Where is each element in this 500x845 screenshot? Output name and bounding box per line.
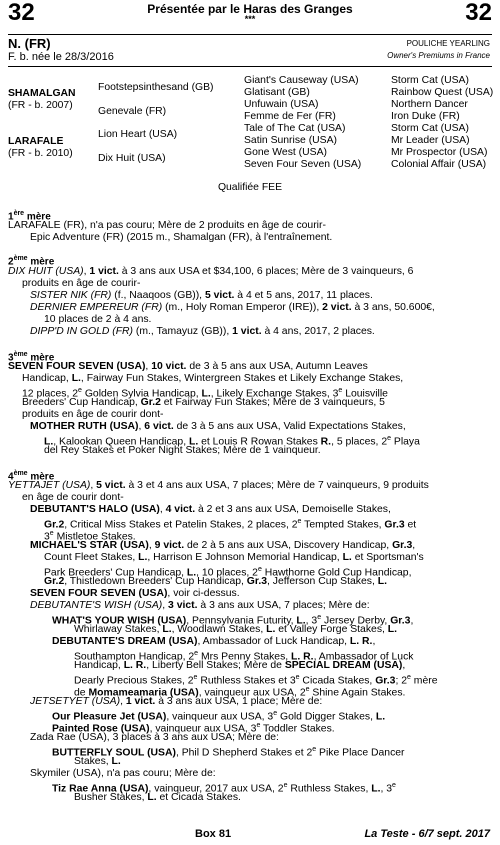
text-line: DIPP'D IN GOLD (FR) (m., Tamayuz (GB)), 1 vict. à 4 ans, 2017, 2 places. xyxy=(30,326,375,337)
text-line: Epic Adventure (FR) (2015 m., Shamalgan (FR), à l'entraînement. xyxy=(30,232,333,243)
text-line: Dearly Precious Stakes, 2e Ruthless Stakes et 3e Cicada Stakes, Gr.3; 2e mère xyxy=(74,674,438,687)
pedigree-g2: Genevale (FR) xyxy=(98,106,167,117)
pedigree-g4: Northern Dancer xyxy=(391,99,468,110)
pedigree-g3: Glatisant (GB) xyxy=(244,87,310,98)
pedigree-g2: Lion Heart (USA) xyxy=(98,129,178,140)
text-line: Gr.2, Critical Miss Stakes et Patelin Stakes, 2 places, 2e Tempted Stakes, Gr.3 et xyxy=(44,518,417,531)
header-stars: *** xyxy=(244,14,256,24)
pedigree-g2: Footstepsinthesand (GB) xyxy=(98,82,214,93)
text-line: SEVEN FOUR SEVEN (USA), voir ci-dessus. xyxy=(30,588,240,599)
pedigree-g4: Iron Duke (FR) xyxy=(391,111,460,122)
text-line: Busher Stakes, L. et Cicada Stakes. xyxy=(74,792,241,803)
sire-info: (FR - b. 2007) xyxy=(8,100,73,111)
text-line: de Momameamaria (USA), vainqueur aux USA, 2e Shine Again Stakes. xyxy=(74,686,406,699)
dam-info: (FR - b. 2010) xyxy=(8,148,73,159)
text-line: Gr.2, Thistledown Breeders' Cup Handicap, Gr.3, Jefferson Cup Stakes, L. xyxy=(44,576,387,587)
pedigree-g3: Tale of The Cat (USA) xyxy=(244,123,346,134)
horse-name: N. (FR) xyxy=(8,36,51,51)
lot-number-left: 32 xyxy=(8,0,35,26)
pedigree-g2: Dix Huit (USA) xyxy=(98,153,166,164)
pedigree-rule xyxy=(8,66,492,67)
text-line: DEBUTANT'S HALO (USA), 4 vict. à 2 et 3 ans aux USA, Demoiselle Stakes, xyxy=(30,504,391,515)
section-heading-3: 3ème mère xyxy=(8,351,55,364)
pedigree-g3: Unfuwain (USA) xyxy=(244,99,319,110)
pedigree-g4: Storm Cat (USA) xyxy=(391,75,469,86)
pedigree-g3: Seven Four Seven (USA) xyxy=(244,159,362,170)
text-line: Park Breeders' Cup Handicap, L., 10 places, 2e Hawthorne Gold Cup Handicap, xyxy=(44,566,412,579)
text-line: Southampton Handicap, 2e Mrs Penny Stakes, L. R., Ambassador of Luck xyxy=(74,650,414,663)
text-line: Whirlaway Stakes, L., Woodlawn Stakes, L. et Valley Forge Stakes, L. xyxy=(74,624,398,635)
consignor-title: Présentée par le Haras des Granges xyxy=(147,2,353,16)
qualification: Qualifiée FEE xyxy=(217,182,283,193)
pedigree-g4: Storm Cat (USA) xyxy=(391,123,469,134)
text-line: produits en âge de courir dont- xyxy=(22,409,164,420)
text-line: Stakes, L. xyxy=(74,756,121,767)
pedigree-g4: Rainbow Quest (USA) xyxy=(391,87,494,98)
text-line: 3e Mistletoe Stakes. xyxy=(44,530,136,543)
section-heading-4: 4ème mère xyxy=(8,470,55,483)
text-line: Handicap, L., Fairway Fun Stakes, Wintergreen Stakes et Likely Exchange Stakes, xyxy=(22,373,404,384)
text-line: 10 places de 2 à 4 ans. xyxy=(44,314,152,325)
sale-name: La Teste - 6/7 sept. 2017 xyxy=(364,828,490,840)
text-line: Our Pleasure Jet (USA), vainqueur aux USA, 3e Gold Digger Stakes, L. xyxy=(52,710,386,723)
text-line: DEBUTANTE'S WISH (USA), 3 vict. à 3 ans aux USA, 7 places; Mère de: xyxy=(30,600,370,611)
dam-name: LARAFALE xyxy=(8,136,64,147)
text-line: Tiz Rae Anna (USA), vainqueur, 2017 aux USA, 2e Ruthless Stakes, L., 3e xyxy=(52,782,396,795)
text-line: LARAFALE (FR), n'a pas couru; Mère de 2 produits en âge de courir- xyxy=(8,220,326,231)
text-line: Skymiler (USA), n'a pas couru; Mère de: xyxy=(30,768,216,779)
text-line: YETTAJET (USA), 5 vict. à 3 et 4 ans aux USA, 7 places; Mère de 7 vainqueurs, 9 produits xyxy=(8,480,429,491)
text-line: L., Kalookan Queen Handicap, L. et Louis R Rowan Stakes R., 5 places, 2e Playa xyxy=(44,435,420,448)
text-line: DIX HUIT (USA), 1 vict. à 3 ans aux USA et $34,100, 6 places; Mère de 3 vainqueurs, 6 xyxy=(8,266,414,277)
pedigree-g3: Femme de Fer (FR) xyxy=(244,111,336,122)
text-line: Count Fleet Stakes, L., Harrison E Johnson Memorial Handicap, L. et Sportsman's xyxy=(44,552,424,563)
text-line: en âge de courir dont- xyxy=(22,492,124,503)
text-line: JETSETYET (USA), 1 vict. à 3 ans aux USA, 1 place; Mère de: xyxy=(30,696,323,707)
box-number: Box 81 xyxy=(195,828,232,840)
text-line: Handicap, L. R., Liberty Bell Stakes; Mère de SPECIAL DREAM (USA), xyxy=(74,660,406,671)
header-rule xyxy=(8,34,492,35)
pedigree-g4: Colonial Affair (USA) xyxy=(391,159,487,170)
text-line: Painted Rose (USA), vainqueur aux USA, 3e Toddler Stakes. xyxy=(52,722,335,735)
text-line: Zada Rae (USA), 3 places à 3 ans aux USA; Mère de: xyxy=(30,732,279,743)
text-line: MOTHER RUTH (USA), 6 vict. de 3 à 5 ans aux USA, Valid Expectations Stakes, xyxy=(30,421,406,432)
owner-premiums-note: Owner's Premiums in France xyxy=(387,51,490,60)
sire-name: SHAMALGAN xyxy=(8,88,76,99)
lot-number-right: 32 xyxy=(465,0,492,26)
text-line: MICHAEL'S STAR (USA), 9 vict. de 2 à 5 ans aux USA, Discovery Handicap, Gr.3, xyxy=(30,540,416,551)
section-heading-1: 1ère mère xyxy=(8,210,51,223)
text-line: SISTER NIK (FR) (f., Naaqoos (GB)), 5 vict. à 4 et 5 ans, 2017, 11 places. xyxy=(30,290,373,301)
text-line: DEBUTANTE'S DREAM (USA), Ambassador of Luck Handicap, L. R., xyxy=(52,636,376,647)
pedigree-g4: Mr Leader (USA) xyxy=(391,135,470,146)
text-line: BUTTERFLY SOUL (USA), Phil D Shepherd Stakes et 2e Pike Place Dancer xyxy=(52,746,405,759)
pedigree-g4: Mr Prospector (USA) xyxy=(391,147,488,158)
horse-category: POULICHE YEARLING xyxy=(406,39,490,48)
text-line: Breeders' Cup Handicap, Gr.2 et Fairway Fun Stakes; Mère de 3 vainqueurs, 5 xyxy=(22,397,385,408)
text-line: WHAT'S YOUR WISH (USA), Pennsylvania Futurity, L., 3e Jersey Derby, Gr.3, xyxy=(52,614,414,627)
text-line: produits en âge de courir- xyxy=(22,278,141,289)
text-line: 12 places, 2e Golden Sylvia Handicap, L., Likely Exchange Stakes, 3e Louisville xyxy=(22,387,388,400)
section-heading-2: 2ème mère xyxy=(8,255,55,268)
text-line: SEVEN FOUR SEVEN (USA), 10 vict. de 3 à 5 ans aux USA, Autumn Leaves xyxy=(8,361,368,372)
pedigree-g3: Satin Sunrise (USA) xyxy=(244,135,337,146)
horse-birth: F. b. née le 28/3/2016 xyxy=(8,51,114,63)
text-line: DERNIER EMPEREUR (FR) (m., Holy Roman Emperor (IRE)), 2 vict. à 3 ans, 50.600€, xyxy=(30,302,435,313)
text-line: del Rey Stakes et Poker Night Stakes; Mère de 1 vainqueur. xyxy=(44,445,321,456)
pedigree-g3: Giant's Causeway (USA) xyxy=(244,75,359,86)
pedigree-g3: Gone West (USA) xyxy=(244,147,327,158)
